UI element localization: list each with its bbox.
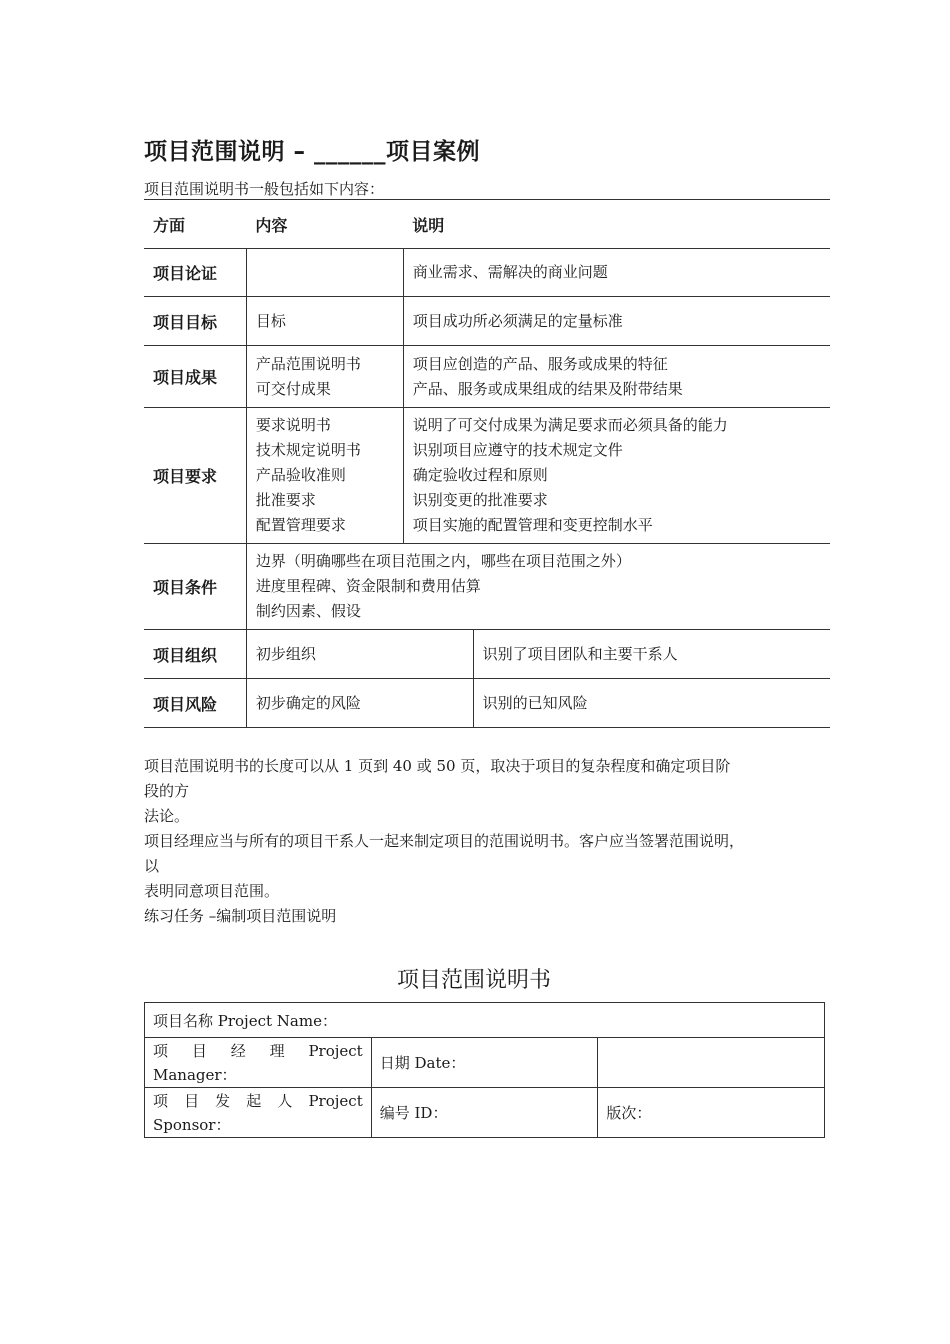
content-line: 技术规定说明书: [255, 441, 361, 459]
project-sponsor-label-cont: Sponsor：: [153, 1115, 231, 1134]
description-line: 产品、服务或成果组成的结果及附带结果: [412, 379, 683, 398]
content-line: 进度里程碑、资金限制和费用估算: [255, 577, 481, 595]
row-content: [246, 408, 403, 544]
row-content: [246, 630, 473, 679]
row-aspect: 项目论证: [144, 249, 246, 297]
description-line: 项目成功所必须满足的定量标准: [412, 311, 623, 330]
note-line: 项目经理应当与所有的项目干系人一起来制定项目的范围说明书。客户应当签署范围说明，: [144, 832, 745, 850]
note-line: 表明同意项目范围。: [144, 882, 280, 900]
header-description: 说明: [403, 200, 830, 249]
content-line: 初步确定的风险: [255, 693, 361, 712]
row-description: [403, 346, 830, 408]
row-description: [403, 297, 830, 346]
content-line: 边界（明确哪些在项目范围之内，哪些在项目范围之外）: [255, 552, 631, 570]
description-line: 确定验收过程和原则: [412, 466, 548, 484]
row-aspect: 项目目标: [144, 297, 246, 346]
description-line: 识别了项目团队和主要干系人: [482, 644, 678, 663]
date-value-cell[interactable]: [598, 1038, 825, 1088]
table-row: [144, 346, 830, 408]
description-line: 识别的已知风险: [482, 693, 588, 712]
table-row: [144, 679, 830, 728]
row-content: [246, 679, 473, 728]
row-aspect: 项目成果: [144, 346, 246, 408]
version-field[interactable]: [598, 1088, 825, 1138]
row-content: [246, 297, 403, 346]
content-line: 要求说明书: [255, 416, 331, 434]
content-line: 初步组织: [255, 644, 316, 663]
date-label: 日期 Date：: [379, 1054, 466, 1072]
row-wide-content: [246, 544, 830, 630]
content-line: 制约因素、假设: [255, 602, 361, 620]
scope-form-table: [144, 1002, 825, 1138]
row-description: [403, 249, 830, 297]
description-line: 项目应创造的产品、服务或成果的特征: [412, 354, 668, 373]
table-row: [144, 408, 830, 544]
content-line: 产品范围说明书: [255, 354, 361, 373]
row-description: [473, 679, 830, 728]
project-name-label: 项目名称 Project Name：: [153, 1011, 337, 1030]
description-line: 商业需求、需解决的商业问题: [412, 263, 608, 281]
page-title: 项目范围说明 – ______项目案例: [144, 139, 481, 165]
date-field[interactable]: [371, 1038, 598, 1088]
note-line: 段的方: [144, 782, 190, 800]
row-content: [246, 346, 403, 408]
project-name-field[interactable]: [145, 1003, 825, 1038]
content-line: 可交付成果: [255, 379, 331, 398]
content-line: 批准要求: [255, 491, 316, 509]
description-line: 识别项目应遵守的技术规定文件: [412, 441, 623, 459]
project-sponsor-field[interactable]: [145, 1088, 372, 1138]
description-line: 说明了可交付成果为满足要求而必须具备的能力: [412, 416, 728, 434]
project-manager-label-cont: Manager：: [153, 1065, 237, 1084]
table-row: [144, 630, 830, 679]
content-line: 目标: [255, 311, 286, 330]
table-row: [144, 544, 830, 630]
version-label: 版次：: [606, 1104, 652, 1122]
form-row: [145, 1003, 825, 1038]
note-line: 项目范围说明书的长度可以从 1 页到 40 或 50 页，取决于项目的复杂程度和确定项目阶: [144, 757, 731, 775]
row-aspect: 项目要求: [144, 408, 246, 544]
form-row: [145, 1038, 825, 1088]
project-sponsor-label: 项 目 发 起 人 Project: [153, 1091, 363, 1110]
description-line: 识别变更的批准要求: [412, 491, 548, 509]
project-manager-label: 项 目 经 理 Project: [153, 1041, 363, 1060]
table-row: [144, 297, 830, 346]
form-title: 项目范围说明书: [396, 968, 551, 993]
id-field[interactable]: [371, 1088, 598, 1138]
notes-paragraph: [144, 754, 824, 929]
row-aspect: 项目组织: [144, 630, 246, 679]
table-header-row: [144, 200, 830, 249]
id-label: 编号 ID：: [379, 1104, 448, 1122]
row-aspect: 项目风险: [144, 679, 246, 728]
header-aspect: 方面: [144, 200, 246, 249]
row-content: [246, 249, 403, 297]
row-description: [403, 408, 830, 544]
content-line: 配置管理要求: [255, 516, 346, 534]
form-row: [145, 1088, 825, 1138]
row-aspect: 项目条件: [144, 544, 246, 630]
table-row: [144, 249, 830, 297]
content-line: 产品验收准则: [255, 466, 346, 484]
note-line: 以: [144, 857, 160, 875]
note-line: 法论。: [144, 807, 190, 825]
header-content: 内容: [246, 200, 403, 249]
scope-table: [144, 199, 830, 728]
note-line: 练习任务 –编制项目范围说明: [144, 907, 337, 925]
project-manager-field[interactable]: [145, 1038, 372, 1088]
row-description: [473, 630, 830, 679]
description-line: 项目实施的配置管理和变更控制水平: [412, 516, 653, 534]
intro-text: 项目范围说明书一般包括如下内容：: [144, 180, 385, 198]
